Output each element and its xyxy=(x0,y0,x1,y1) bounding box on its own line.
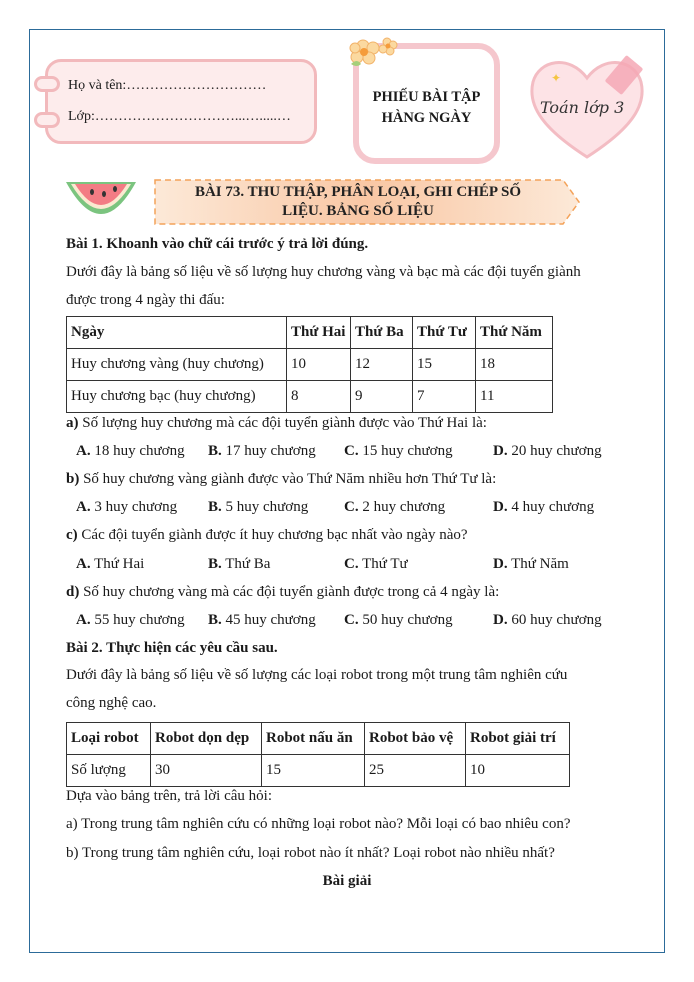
student-info-card xyxy=(45,59,317,144)
exercise1-intro-line2: được trong 4 ngày thi đấu: xyxy=(66,292,225,308)
option-letter: D. xyxy=(493,499,508,515)
option-letter: C. xyxy=(344,443,359,459)
table-cell: Huy chương vàng (huy chương) xyxy=(67,349,287,381)
card-tab-decoration xyxy=(34,76,60,92)
question-d xyxy=(66,584,499,601)
table-header-cell: Thứ Hai xyxy=(287,317,351,349)
table-header-cell: Robot giải trí xyxy=(466,723,570,755)
table-cell: Số lượng xyxy=(67,755,151,787)
table-header-cell: Robot dọn dẹp xyxy=(151,723,262,755)
option-text: Thứ Tư xyxy=(358,556,408,572)
medal-table xyxy=(66,316,553,413)
question-text: Số huy chương vàng giành được vào Thứ Năm nhiều hơn Thứ Tư là: xyxy=(79,471,497,487)
svg-text:✦: ✦ xyxy=(551,71,562,85)
option-letter: B. xyxy=(208,499,222,515)
option-text: 45 huy chương xyxy=(221,612,316,628)
option-b[interactable] xyxy=(208,499,308,516)
question-text: Số huy chương vàng mà các đội tuyển giành được trong cả 4 ngày là: xyxy=(79,584,500,600)
option-letter: B. xyxy=(208,443,222,459)
exercise1-intro-line1: Dưới đây là bảng số liệu về số lượng huy chương vàng và bạc mà các đội tuyển giành xyxy=(66,264,581,280)
table-cell: 10 xyxy=(466,755,570,787)
question-label: a) xyxy=(66,415,79,431)
table-cell: 7 xyxy=(413,381,476,413)
table-header-cell: Thứ Năm xyxy=(476,317,553,349)
question-c xyxy=(66,527,468,544)
option-d[interactable] xyxy=(493,556,569,573)
option-letter: B. xyxy=(208,556,222,572)
table-cell: 9 xyxy=(351,381,413,413)
question-label: d) xyxy=(66,584,80,600)
exercise1-heading: Bài 1. Khoanh vào chữ cái trước ý trả lời đúng. xyxy=(66,236,369,252)
card-tab-decoration xyxy=(34,112,60,128)
option-a[interactable] xyxy=(76,556,144,573)
option-text: 20 huy chương xyxy=(507,443,602,459)
option-b[interactable] xyxy=(208,556,270,573)
table-cell: 10 xyxy=(287,349,351,381)
question-text: Các đội tuyển giành được ít huy chương bạc nhất vào ngày nào? xyxy=(77,527,468,543)
table-cell: 11 xyxy=(476,381,553,413)
option-letter: D. xyxy=(493,612,508,628)
option-letter: D. xyxy=(493,556,508,572)
option-text: 18 huy chương xyxy=(90,443,185,459)
lesson-title-line2: LIỆU. BẢNG SỐ LIỆU xyxy=(282,203,434,219)
table-cell: 8 xyxy=(287,381,351,413)
exercise2-intro-line2: công nghệ cao. xyxy=(66,695,157,711)
option-a[interactable] xyxy=(76,499,177,516)
option-letter: A. xyxy=(76,499,91,515)
option-a[interactable] xyxy=(76,612,185,629)
option-text: 4 huy chương xyxy=(507,499,595,515)
option-d[interactable] xyxy=(493,443,602,460)
table-cell: 12 xyxy=(351,349,413,381)
option-d[interactable] xyxy=(493,612,602,629)
table-cell: 25 xyxy=(365,755,466,787)
robot-table xyxy=(66,722,570,787)
question-b xyxy=(66,471,496,488)
student-class-field[interactable]: Lớp:…………………………...….....… xyxy=(68,109,291,124)
table-header-row xyxy=(67,723,570,755)
question-text: Số lượng huy chương mà các đội tuyển giành được vào Thứ Hai là: xyxy=(78,415,487,431)
table-header-cell: Loại robot xyxy=(67,723,151,755)
table-row xyxy=(67,349,553,381)
option-text: 55 huy chương xyxy=(90,612,185,628)
question-a xyxy=(66,415,487,432)
exercise2-question-a: a) Trong trung tâm nghiên cứu có những loại robot nào? Mỗi loại có bao nhiêu con? xyxy=(66,816,571,832)
table-cell: 30 xyxy=(151,755,262,787)
worksheet-title-line1: PHIẾU BÀI TẬP xyxy=(372,89,481,105)
table-cell: Huy chương bạc (huy chương) xyxy=(67,381,287,413)
option-text: Thứ Hai xyxy=(90,556,145,572)
worksheet-title-line2: HÀNG NGÀY xyxy=(381,110,472,126)
table-header-cell: Robot nấu ăn xyxy=(262,723,365,755)
exercise2-intro-line1: Dưới đây là bảng số liệu về số lượng các loại robot trong một trung tâm nghiên cứu xyxy=(66,667,568,683)
option-letter: A. xyxy=(76,556,91,572)
question-label: b) xyxy=(66,471,80,487)
option-c[interactable] xyxy=(344,443,453,460)
option-text: 2 huy chương xyxy=(358,499,446,515)
option-d[interactable] xyxy=(493,499,594,516)
table-cell: 15 xyxy=(262,755,365,787)
option-b[interactable] xyxy=(208,612,316,629)
flower-decoration-icon xyxy=(343,34,413,78)
option-text: Thứ Năm xyxy=(507,556,569,572)
table-cell: 15 xyxy=(413,349,476,381)
watermelon-icon xyxy=(62,176,140,224)
option-text: 15 huy chương xyxy=(358,443,453,459)
lesson-title-line1: BÀI 73. THU THẬP, PHÂN LOẠI, GHI CHÉP SỐ xyxy=(194,184,522,200)
option-c[interactable] xyxy=(344,612,453,629)
page-frame xyxy=(29,29,665,953)
option-c[interactable] xyxy=(344,499,445,516)
answer-heading: Bài giải xyxy=(322,873,372,889)
table-header-cell: Ngày xyxy=(67,317,287,349)
table-header-row xyxy=(67,317,553,349)
exercise2-heading: Bài 2. Thực hiện các yêu cầu sau. xyxy=(66,640,278,656)
option-text: 17 huy chương xyxy=(221,443,316,459)
table-cell: 18 xyxy=(476,349,553,381)
option-letter: C. xyxy=(344,556,359,572)
question-label: c) xyxy=(66,527,78,543)
table-header-cell: Thứ Tư xyxy=(413,317,476,349)
table-row xyxy=(67,755,570,787)
option-letter: B. xyxy=(208,612,222,628)
table-header-cell: Robot bảo vệ xyxy=(365,723,466,755)
option-letter: C. xyxy=(344,499,359,515)
option-b[interactable] xyxy=(208,443,316,460)
table-header-cell: Thứ Ba xyxy=(351,317,413,349)
option-text: 5 huy chương xyxy=(221,499,309,515)
exercise2-prompt: Dựa vào bảng trên, trả lời câu hỏi: xyxy=(66,788,272,804)
lesson-title xyxy=(153,183,563,221)
exercise2-question-b: b) Trong trung tâm nghiên cứu, loại robot nào ít nhất? Loại robot nào nhiều nhất? xyxy=(66,845,555,861)
option-text: 3 huy chương xyxy=(90,499,178,515)
option-text: Thứ Ba xyxy=(221,556,271,572)
subject-label: Toán lớp 3 xyxy=(540,98,625,117)
option-letter: D. xyxy=(493,443,508,459)
student-name-field[interactable]: Họ và tên:………………………… xyxy=(68,78,267,93)
option-a[interactable] xyxy=(76,443,185,460)
option-letter: C. xyxy=(344,612,359,628)
option-c[interactable] xyxy=(344,556,408,573)
option-text: 60 huy chương xyxy=(507,612,602,628)
option-letter: A. xyxy=(76,612,91,628)
table-row xyxy=(67,381,553,413)
option-text: 50 huy chương xyxy=(358,612,453,628)
option-letter: A. xyxy=(76,443,91,459)
